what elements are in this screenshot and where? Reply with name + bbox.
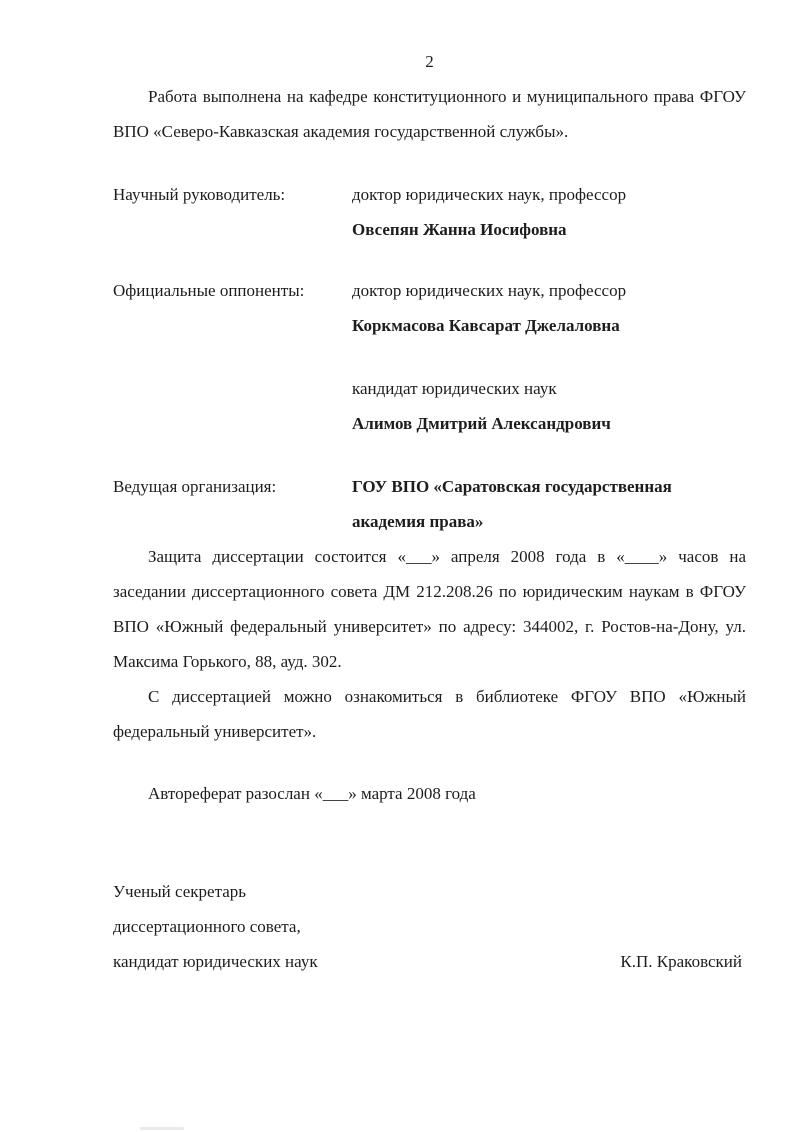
supervisor-row — [113, 177, 746, 247]
defense-paragraph: Защита диссертации состоится «___» апреля 2008 года в «____» часов на заседании диссертационного совета ДМ 212.208.26 по юридическим наукам в ФГОУ ВПО «Южный федеральный университет» по адресу: 344002, г. Ростов-на-Дону, ул. Максима Горького, 88, ауд. 302. — [113, 547, 746, 671]
supervisor-role: доктор юридических наук, профессор — [352, 185, 627, 204]
opponent1-name: Коркмасова Кавсарат Джелаловна — [352, 316, 620, 335]
distribution-line: Автореферат разослан «___» марта 2008 года — [148, 784, 476, 803]
opponent2-role: кандидат юридических наук — [352, 379, 557, 398]
secretary-signature-line — [113, 944, 746, 979]
page-number: 2 — [425, 52, 434, 71]
intro-paragraph: Работа выполнена на кафедре конституционного и муниципального права ФГОУ ВПО «Северо-Кавказская академия государственной службы». — [113, 87, 746, 141]
secretary-line-2: диссертационного совета, — [113, 917, 301, 936]
scan-artifact-smudge — [140, 1127, 184, 1130]
opponent1-value — [352, 273, 746, 343]
opponent1-role: доктор юридических наук, профессор — [352, 281, 627, 300]
secretary-line-1: Ученый секретарь — [113, 882, 247, 901]
opponents-row — [113, 273, 746, 343]
secretary-line-3: кандидат юридических наук — [113, 952, 318, 971]
leading-organization-row — [113, 469, 746, 539]
supervisor-value — [352, 177, 746, 247]
library-paragraph: С диссертацией можно ознакомиться в библиотеке ФГОУ ВПО «Южный федеральный университет». — [113, 687, 746, 741]
secretary-signature: К.П. Краковский — [620, 952, 742, 971]
leading-organization-name: ГОУ ВПО «Саратовская государственная академия права» — [352, 477, 672, 531]
secretary-block — [113, 874, 746, 979]
opponent2-value — [352, 371, 746, 441]
opponents-label: Официальные оппоненты: — [113, 281, 305, 300]
opponent2-name: Алимов Дмитрий Александрович — [352, 414, 611, 433]
supervisor-name: Овсепян Жанна Иосифовна — [352, 220, 567, 239]
supervisor-label: Научный руководитель: — [113, 185, 286, 204]
opponent2-row — [113, 371, 746, 441]
leading-organization-label: Ведущая организация: — [113, 477, 277, 496]
